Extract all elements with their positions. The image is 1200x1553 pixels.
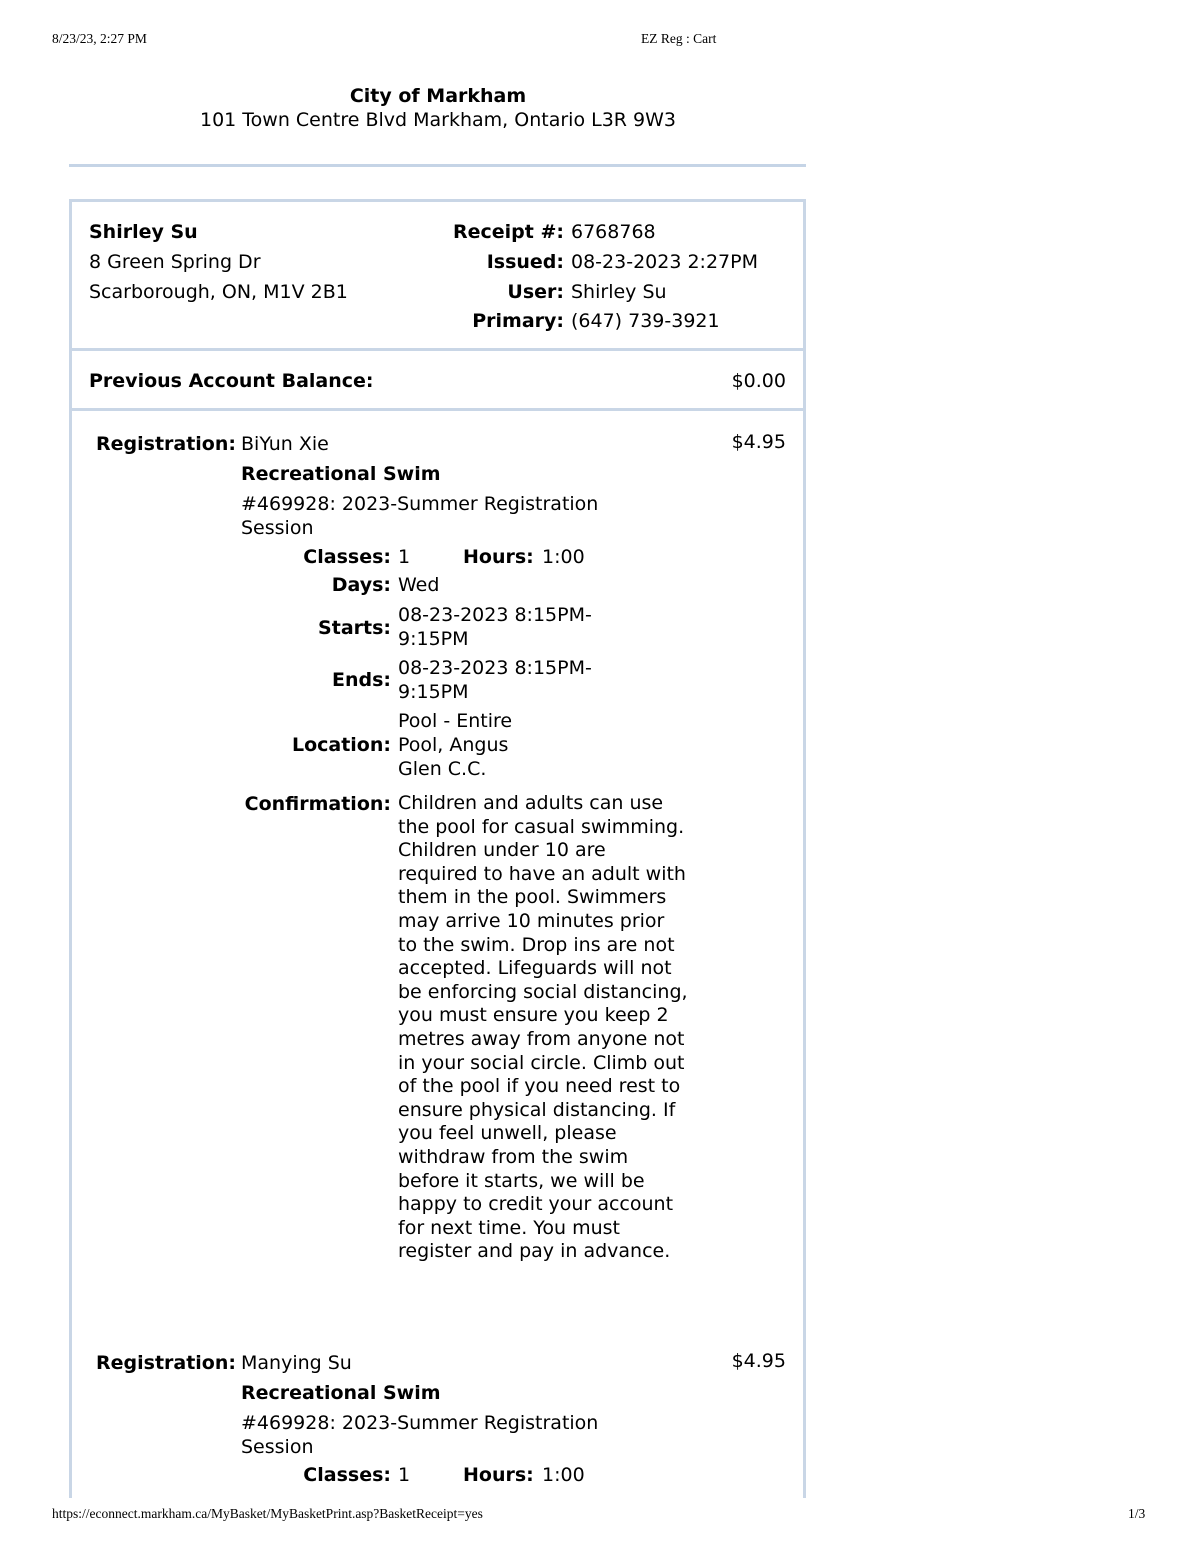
location-label: Location:: [291, 734, 391, 756]
primary-phone: (647) 739-3921: [571, 310, 720, 332]
registration-amount: $4.95: [731, 431, 786, 453]
previous-balance-label: Previous Account Balance:: [89, 370, 374, 392]
receipt-number-label: Receipt #:: [453, 221, 564, 243]
primary-phone-label: Primary:: [472, 310, 564, 332]
print-page-number: 1/3: [1128, 1506, 1146, 1521]
organization-address: 101 Town Centre Blvd Markham, Ontario L3R 9W3: [199, 109, 676, 131]
registration-label: Registration:: [96, 433, 236, 455]
registration-participant: Manying Su: [241, 1352, 352, 1374]
classes-value: 1: [398, 546, 411, 568]
print-page-title: EZ Reg : Cart: [641, 31, 717, 46]
session-name: #469928: 2023-Summer Registration Session: [241, 1412, 599, 1458]
customer-street: 8 Green Spring Dr: [89, 251, 261, 273]
classes-label: Classes:: [303, 546, 391, 568]
registration-label: Registration:: [96, 1352, 236, 1374]
header-divider: [69, 164, 806, 167]
hours-value: 1:00: [542, 546, 585, 568]
issued-value: 08-23-2023 2:27PM: [571, 251, 758, 273]
registration-participant: BiYun Xie: [241, 433, 329, 455]
session-name: #469928: 2023-Summer Registration Session: [241, 493, 599, 539]
activity-name: Recreational Swim: [241, 1382, 441, 1404]
ends-label: Ends:: [331, 669, 391, 691]
confirmation-text: Children and adults can use the pool for casual swimming. Children under 10 are required to have an adult with them in the pool. Swimmers may arrive 10 minutes prior to the swim. Drop ins are not accepted. Lifeguards will not be enforcing social distancing, you must ensure you keep 2 metres away from anyone not in your social circle. Climb out of the pool if you need rest to ensure physical distancing. If you feel unwell, please withdraw from the swim before it starts, we will be happy to credit your account for next time. You must register and pay in advance.: [398, 792, 688, 1263]
hours-label: Hours:: [463, 546, 534, 568]
user-value: Shirley Su: [571, 281, 667, 303]
receipt-info-box: [69, 199, 806, 351]
days-value: Wed: [398, 574, 440, 596]
organization-name: City of Markham: [349, 85, 527, 107]
starts-value: 08-23-2023 8:15PM-9:15PM: [398, 604, 592, 650]
print-datetime: 8/23/23, 2:27 PM: [52, 31, 147, 46]
location-value: Pool - Entire Pool, Angus Glen C.C.: [398, 710, 513, 780]
previous-balance-amount: $0.00: [731, 370, 786, 392]
receipt-number: 6768768: [571, 221, 656, 243]
customer-city: Scarborough, ON, M1V 2B1: [89, 281, 348, 303]
activity-name: Recreational Swim: [241, 463, 441, 485]
registrations-box: [69, 411, 806, 1498]
registration-amount: $4.95: [731, 1350, 786, 1372]
user-label: User:: [507, 281, 564, 303]
customer-name: Shirley Su: [89, 221, 198, 243]
classes-value: 1: [398, 1464, 411, 1486]
hours-label: Hours:: [463, 1464, 534, 1486]
print-url: https://econnect.markham.ca/MyBasket/MyBasketPrint.asp?BasketReceipt=yes: [52, 1506, 483, 1521]
balance-box: [69, 348, 806, 411]
days-label: Days:: [331, 574, 391, 596]
issued-label: Issued:: [486, 251, 564, 273]
confirmation-label: Confirmation:: [244, 793, 391, 815]
starts-label: Starts:: [318, 617, 391, 639]
classes-label: Classes:: [303, 1464, 391, 1486]
organization-header: [70, 84, 806, 132]
hours-value: 1:00: [542, 1464, 585, 1486]
ends-value: 08-23-2023 8:15PM-9:15PM: [398, 657, 592, 703]
